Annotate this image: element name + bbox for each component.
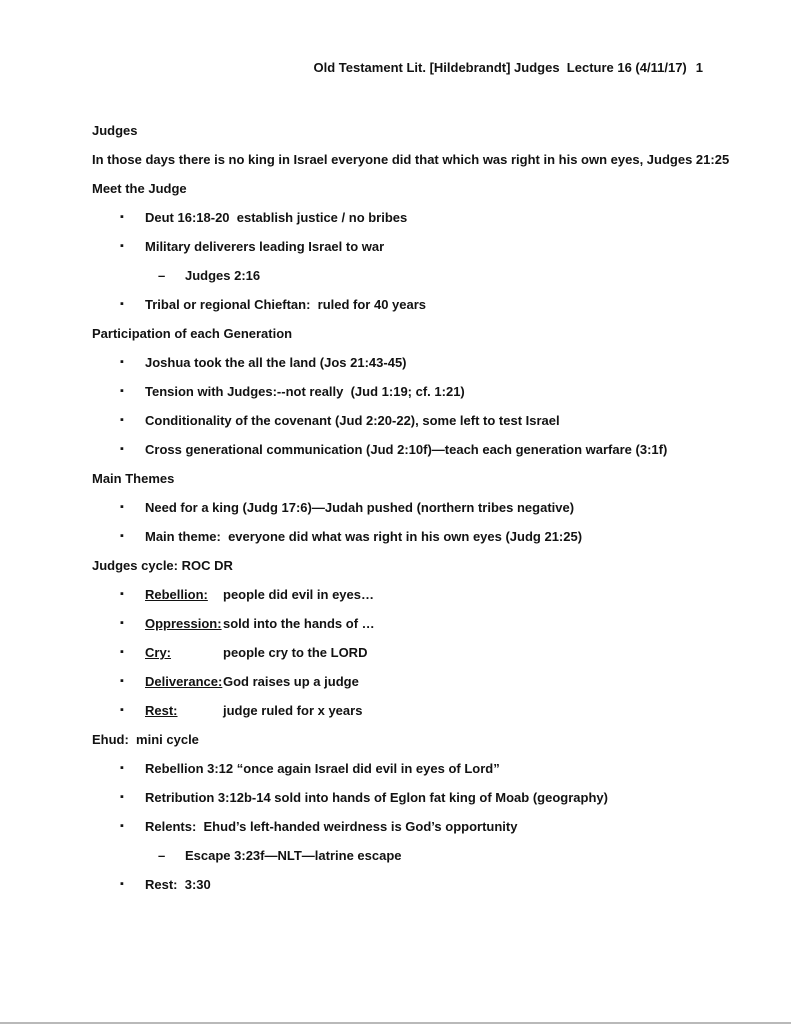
document-body [92,116,730,899]
bullet-icon: ▪ [120,588,124,600]
line-text: Tribal or regional Chieftan: ruled for 40 years [145,297,427,312]
line-bullet [92,406,703,435]
line-dash [92,841,703,870]
line-bullet [92,435,703,464]
line-bullet [92,290,703,319]
line-term [92,696,703,725]
line-dash [92,261,703,290]
bullet-icon: ▪ [120,878,124,890]
bullet-icon: ▪ [120,501,124,513]
line-para [92,116,703,145]
line-text: Need for a king (Judg 17:6)—Judah pushed (northern tribes negative) [145,500,575,515]
term-description: people cry to the LORD [223,645,368,660]
term-label: Oppression: [145,616,222,631]
line-term [92,580,703,609]
bullet-icon: ▪ [120,211,124,223]
term-description: judge ruled for x years [223,703,363,718]
bullet-icon: ▪ [120,443,124,455]
line-para [92,145,730,174]
bullet-icon: ▪ [120,530,124,542]
line-bullet [92,870,703,899]
line-bullet [92,754,703,783]
term-description: sold into the hands of … [223,616,375,631]
line-para [92,551,703,580]
line-text: Main Themes [92,471,175,486]
line-bullet [92,493,703,522]
line-text: Escape 3:23f—NLT—latrine escape [185,848,402,863]
term-description: people did evil in eyes… [223,587,374,602]
line-text: Meet the Judge [92,181,187,196]
term-label: Cry: [145,645,172,660]
term-label: Rebellion: [145,587,208,602]
page-number: 1 [695,60,703,75]
line-text: Ehud: mini cycle [92,732,199,747]
line-term [92,667,703,696]
term-label: Deliverance: [145,674,223,689]
bullet-icon: ▪ [120,646,124,658]
header-title: Old Testament Lit. [Hildebrandt] Judges Lecture 16 (4/11/17) [313,60,687,75]
line-text: Tension with Judges:--not really (Jud 1:19; cf. 1:21) [145,384,465,399]
term-description: God raises up a judge [223,674,359,689]
line-bullet [92,377,703,406]
line-text: Judges 2:16 [185,268,261,283]
line-text: Rebellion 3:12 “once again Israel did evil in eyes of Lord” [145,761,500,776]
bullet-icon: ▪ [120,414,124,426]
line-bullet [92,522,703,551]
line-text: Main theme: everyone did what was right in his own eyes (Judg 21:25) [145,529,583,544]
line-text: Joshua took the all the land (Jos 21:43-45) [145,355,407,370]
line-bullet [92,812,703,841]
line-text: Judges [92,123,138,138]
line-para [92,319,703,348]
line-bullet [92,783,703,812]
bullet-icon: ▪ [120,385,124,397]
line-text: Retribution 3:12b-14 sold into hands of Eglon fat king of Moab (geography) [145,790,608,805]
line-text: Cross generational communication (Jud 2:10f)—teach each generation warfare (3:1f) [145,442,668,457]
bullet-icon: ▪ [120,617,124,629]
line-term [92,609,703,638]
line-para [92,725,703,754]
line-text: Judges cycle: ROC DR [92,558,233,573]
line-bullet [92,203,703,232]
line-text: Participation of each Generation [92,326,293,341]
bullet-icon: ▪ [120,762,124,774]
bullet-icon: ▪ [120,704,124,716]
line-text: Conditionality of the covenant (Jud 2:20-22), some left to test Israel [145,413,560,428]
line-term [92,638,703,667]
bullet-icon: ▪ [120,675,124,687]
line-text: In those days there is no king in Israel everyone did that which was right in his own eyes, Judges 21:25 [92,152,730,167]
dash-icon: – [158,268,166,283]
dash-icon: – [158,848,166,863]
bullet-icon: ▪ [120,820,124,832]
bullet-icon: ▪ [120,791,124,803]
bullet-icon: ▪ [120,298,124,310]
line-text: Military deliverers leading Israel to war [145,239,385,254]
line-bullet [92,232,703,261]
line-para [92,464,703,493]
page-header [92,44,703,92]
bullet-icon: ▪ [120,240,124,252]
term-label: Rest: [145,703,178,718]
line-bullet [92,348,703,377]
bullet-icon: ▪ [120,356,124,368]
line-text: Relents: Ehud’s left-handed weirdness is God’s opportunity [145,819,518,834]
line-text: Rest: 3:30 [145,877,211,892]
line-para [92,174,703,203]
line-text: Deut 16:18-20 establish justice / no bribes [145,210,408,225]
